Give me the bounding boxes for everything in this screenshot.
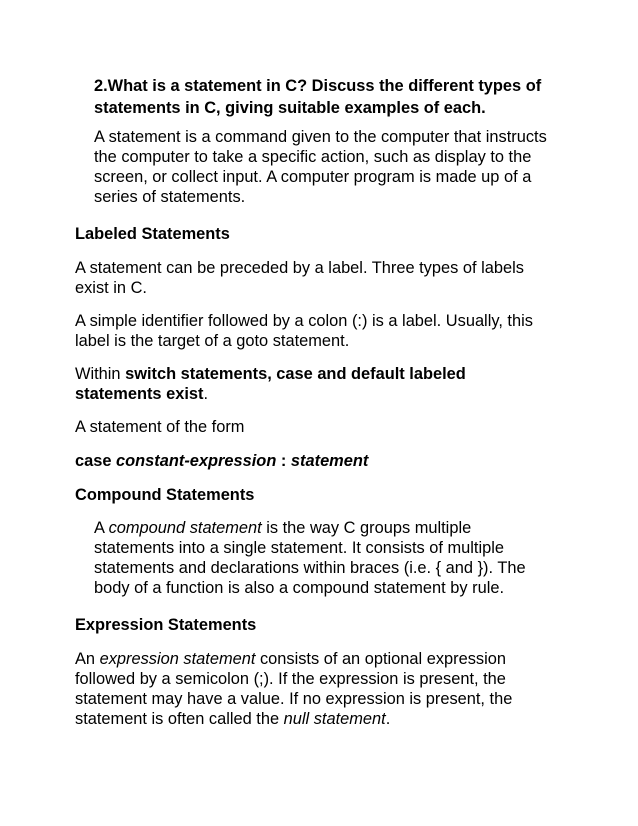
syntax-expression: constant-expression	[116, 452, 277, 470]
italic-term: null statement	[283, 710, 386, 728]
syntax-colon: :	[276, 452, 291, 470]
text-suffix: consists of an optional expression	[255, 650, 506, 668]
paragraph-line: statements and declarations within braces (i.e. { and }). The	[94, 559, 526, 577]
bold-text: statements exist	[75, 385, 204, 403]
paragraph-line: A statement can be preceded by a label. Three types of labels	[75, 259, 524, 277]
intro-paragraph	[94, 127, 547, 207]
paragraph-line: label is the target of a goto statement.	[75, 332, 350, 350]
text-suffix: .	[203, 385, 209, 403]
paragraph-line: statements into a single statement. It consists of multiple	[94, 539, 504, 557]
labeled-paragraph-4: A statement of the form	[75, 418, 245, 436]
intro-line: the computer to take a specific action, such as display to the	[94, 148, 532, 166]
labeled-paragraph-3	[75, 364, 466, 404]
paragraph-line: exist in C.	[75, 279, 147, 297]
italic-term: expression statement	[99, 650, 256, 668]
question-heading	[94, 76, 541, 118]
text-suffix: is the way C groups multiple	[261, 519, 472, 537]
text-prefix: A	[94, 519, 109, 537]
paragraph-line: followed by a semicolon (;). If the expression is present, the	[75, 670, 506, 688]
paragraph-line	[94, 518, 526, 538]
labeled-paragraph-1	[75, 258, 524, 298]
intro-line: A statement is a command given to the computer that instructs	[94, 128, 547, 146]
paragraph-line: statement may have a value. If no expression is present, the	[75, 690, 513, 708]
compound-paragraph	[94, 518, 526, 598]
text-prefix: Within	[75, 365, 126, 383]
intro-line: series of statements.	[94, 188, 246, 206]
question-line: statements in C, giving suitable examples of each.	[94, 99, 486, 117]
italic-term: compound statement	[108, 519, 262, 537]
syntax-statement: statement	[290, 452, 369, 470]
syntax-keyword: case	[75, 452, 117, 470]
paragraph-line: body of a function is also a compound statement by rule.	[94, 579, 505, 597]
expression-paragraph	[75, 649, 512, 729]
case-syntax	[75, 451, 368, 471]
bold-text: switch statements, case and default labeled	[125, 365, 466, 383]
compound-heading: Compound Statements	[75, 486, 255, 504]
labeled-paragraph-2	[75, 311, 533, 351]
question-line: 2.What is a statement in C? Discuss the different types of	[94, 77, 542, 95]
paragraph-line	[75, 384, 466, 404]
intro-line: screen, or collect input. A computer program is made up of a	[94, 168, 532, 186]
paragraph-line	[75, 649, 512, 669]
paragraph-line	[75, 364, 466, 384]
paragraph-line: A simple identifier followed by a colon (:) is a label. Usually, this	[75, 312, 533, 330]
text-suffix: .	[385, 710, 391, 728]
text-prefix: An	[75, 650, 100, 668]
expression-heading: Expression Statements	[75, 616, 257, 634]
text-prefix: statement is often called the	[75, 710, 284, 728]
labeled-heading: Labeled Statements	[75, 225, 230, 243]
paragraph-line	[75, 709, 512, 729]
